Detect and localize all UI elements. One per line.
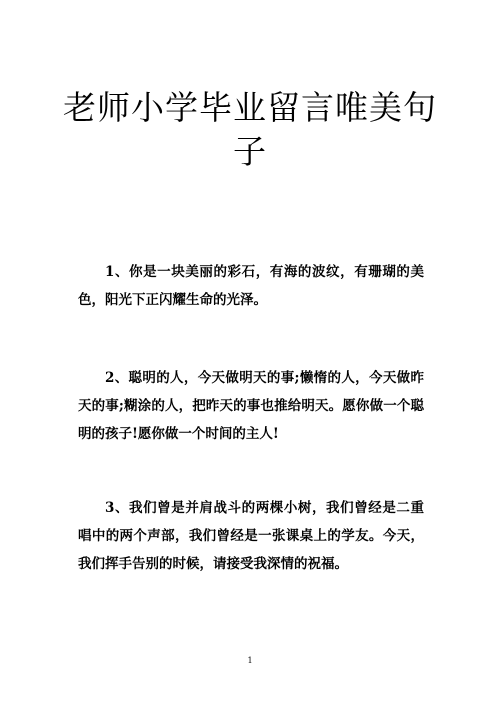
paragraph-2: 2、聪明的人，今天做明天的事;懒惰的人，今天做昨天的事;糊涂的人，把昨天的事也推给明天。愿你做一个聪明的孩子!愿你做一个时间的主人! bbox=[78, 370, 424, 442]
page-title: 老师小学毕业留言唯美句子 bbox=[63, 88, 437, 171]
page-number: 1 bbox=[247, 656, 253, 665]
paragraph-1: 1、你是一块美丽的彩石，有海的波纹，有珊瑚的美色，阳光下正闪耀生命的光泽。 bbox=[78, 264, 424, 308]
paragraph-3: 3、我们曾是并肩战斗的两棵小树，我们曾经是二重唱中的两个声部，我们曾经是一张课桌上的学友。今天，我们挥手告别的时候，请接受我深情的祝福。 bbox=[78, 500, 424, 572]
